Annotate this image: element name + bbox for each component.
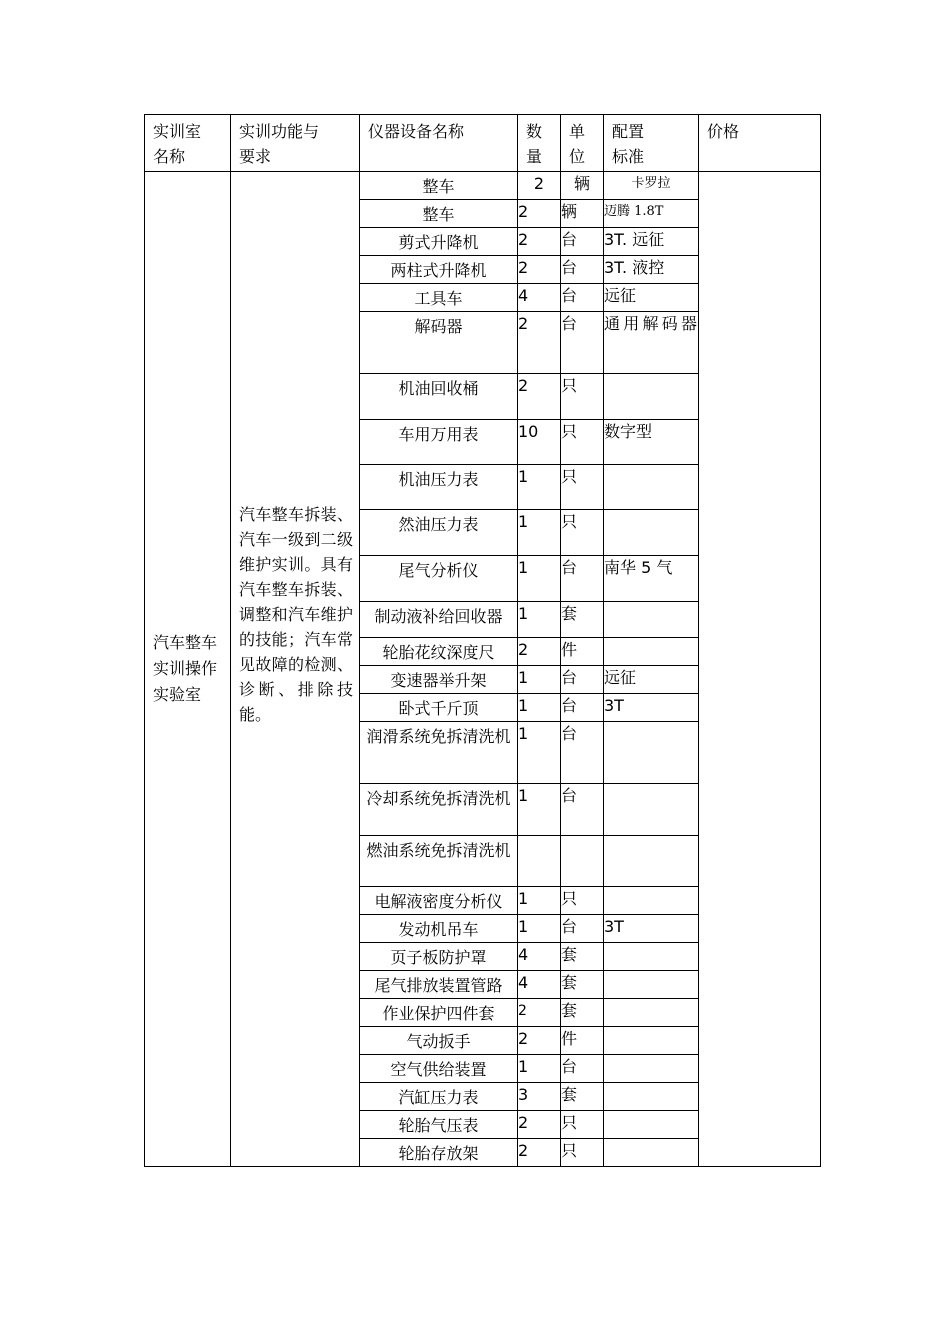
equipment-unit: 只 (561, 1111, 604, 1139)
equipment-quantity: 1 (518, 694, 561, 722)
equipment-unit: 套 (561, 971, 604, 999)
header-function: 实训功能与要求 (231, 115, 360, 172)
equipment-name: 剪式升降机 (360, 228, 518, 256)
equipment-name: 发动机吊车 (360, 915, 518, 943)
equipment-unit: 台 (561, 694, 604, 722)
header-room: 实训室名称 (145, 115, 231, 172)
equipment-config (604, 374, 699, 420)
equipment-name: 燃油系统免拆清洗机 (360, 836, 518, 887)
equipment-quantity: 2 (518, 1111, 561, 1139)
equipment-config (604, 999, 699, 1027)
equipment-unit: 只 (561, 420, 604, 465)
equipment-name: 然油压力表 (360, 510, 518, 556)
equipment-quantity: 2 (518, 228, 561, 256)
equipment-name: 工具车 (360, 284, 518, 312)
equipment-name: 页子板防护罩 (360, 943, 518, 971)
equipment-config (604, 836, 699, 887)
equipment-quantity: 2 (518, 638, 561, 666)
equipment-quantity: 1 (518, 556, 561, 602)
equipment-config: 远征 (604, 666, 699, 694)
equipment-unit: 套 (561, 999, 604, 1027)
equipment-quantity: 1 (518, 666, 561, 694)
equipment-config (604, 602, 699, 638)
equipment-name: 机油回收桶 (360, 374, 518, 420)
equipment-quantity: 4 (518, 943, 561, 971)
equipment-name: 汽缸压力表 (360, 1083, 518, 1111)
equipment-config: 3T. 液控 (604, 256, 699, 284)
equipment-unit: 台 (561, 312, 604, 374)
equipment-unit: 台 (561, 556, 604, 602)
equipment-quantity: 1 (518, 784, 561, 836)
header-config: 配置标准 (604, 115, 699, 172)
equipment-config: 3T (604, 915, 699, 943)
equipment-name: 空气供给装置 (360, 1055, 518, 1083)
equipment-name: 整车 (360, 200, 518, 228)
equipment-quantity: 4 (518, 971, 561, 999)
equipment-name: 整车 (360, 172, 518, 200)
equipment-quantity: 10 (518, 420, 561, 465)
equipment-quantity: 1 (518, 602, 561, 638)
table-header-row (145, 115, 821, 172)
equipment-name: 作业保护四件套 (360, 999, 518, 1027)
equipment-quantity (518, 836, 561, 887)
header-quantity: 数量 (518, 115, 561, 172)
equipment-config: 通用解码器 (604, 312, 699, 374)
equipment-name: 卧式千斤顶 (360, 694, 518, 722)
equipment-quantity: 1 (518, 722, 561, 784)
equipment-unit: 台 (561, 666, 604, 694)
table-row (145, 172, 821, 200)
equipment-unit: 只 (561, 510, 604, 556)
equipment-quantity: 2 (518, 312, 561, 374)
equipment-unit: 只 (561, 1139, 604, 1167)
equipment-quantity: 2 (518, 200, 561, 228)
equipment-quantity: 2 (518, 999, 561, 1027)
equipment-config: 南华 5 气 (604, 556, 699, 602)
room-name: 汽车整车实训操作实验室 (153, 633, 218, 704)
equipment-unit: 台 (561, 256, 604, 284)
equipment-name: 轮胎气压表 (360, 1111, 518, 1139)
equipment-unit: 台 (561, 784, 604, 836)
equipment-config: 数字型 (604, 420, 699, 465)
header-unit: 单位 (561, 115, 604, 172)
header-price: 价格 (699, 115, 821, 172)
equipment-config (604, 1027, 699, 1055)
equipment-config (604, 1055, 699, 1083)
equipment-unit: 只 (561, 374, 604, 420)
price-cell (699, 172, 821, 1167)
equipment-unit: 台 (561, 1055, 604, 1083)
equipment-quantity: 2 (518, 172, 561, 200)
equipment-quantity: 3 (518, 1083, 561, 1111)
equipment-config: 卡罗拉 (604, 172, 699, 200)
equipment-config (604, 722, 699, 784)
equipment-config (604, 1139, 699, 1167)
equipment-unit: 台 (561, 722, 604, 784)
equipment-unit: 辆 (561, 172, 604, 200)
equipment-name: 气动扳手 (360, 1027, 518, 1055)
equipment-unit: 件 (561, 638, 604, 666)
equipment-quantity: 2 (518, 1139, 561, 1167)
equipment-table (144, 114, 821, 1167)
equipment-config: 3T (604, 694, 699, 722)
equipment-name: 制动液补给回收器 (360, 602, 518, 638)
equipment-name: 两柱式升降机 (360, 256, 518, 284)
equipment-name: 轮胎存放架 (360, 1139, 518, 1167)
equipment-name: 解码器 (360, 312, 518, 374)
equipment-config: 3T. 远征 (604, 228, 699, 256)
equipment-unit: 辆 (561, 200, 604, 228)
equipment-quantity: 1 (518, 887, 561, 915)
equipment-unit: 套 (561, 943, 604, 971)
equipment-config (604, 510, 699, 556)
equipment-config (604, 887, 699, 915)
equipment-name: 电解液密度分析仪 (360, 887, 518, 915)
equipment-unit: 件 (561, 1027, 604, 1055)
equipment-unit: 套 (561, 1083, 604, 1111)
equipment-quantity: 1 (518, 510, 561, 556)
equipment-quantity: 1 (518, 915, 561, 943)
equipment-name: 润滑系统免拆清洗机 (360, 722, 518, 784)
equipment-unit: 台 (561, 284, 604, 312)
equipment-config (604, 784, 699, 836)
equipment-unit: 台 (561, 915, 604, 943)
equipment-config (604, 1083, 699, 1111)
equipment-quantity: 2 (518, 1027, 561, 1055)
equipment-unit: 只 (561, 465, 604, 510)
equipment-quantity: 2 (518, 256, 561, 284)
equipment-config: 迈腾 1.8T (604, 200, 699, 228)
room-name-cell (145, 172, 231, 1167)
header-equipment: 仪器设备名称 (360, 115, 518, 172)
equipment-name: 机油压力表 (360, 465, 518, 510)
equipment-unit: 台 (561, 228, 604, 256)
function-text: 汽车整车拆装、汽车一级到二级维护实训。具有汽车整车拆装、调整和汽车维护的技能；汽车常见故障的检测、诊断、排除技能。 (239, 504, 353, 724)
equipment-config (604, 1111, 699, 1139)
equipment-config (604, 638, 699, 666)
equipment-unit (561, 836, 604, 887)
equipment-quantity: 4 (518, 284, 561, 312)
equipment-name: 车用万用表 (360, 420, 518, 465)
equipment-config (604, 943, 699, 971)
equipment-config: 远征 (604, 284, 699, 312)
equipment-quantity: 2 (518, 374, 561, 420)
equipment-quantity: 1 (518, 1055, 561, 1083)
equipment-name: 变速器举升架 (360, 666, 518, 694)
function-cell (231, 172, 360, 1167)
equipment-config (604, 465, 699, 510)
equipment-name: 冷却系统免拆清洗机 (360, 784, 518, 836)
equipment-quantity: 1 (518, 465, 561, 510)
equipment-name: 轮胎花纹深度尺 (360, 638, 518, 666)
equipment-name: 尾气排放装置管路 (360, 971, 518, 999)
equipment-name: 尾气分析仪 (360, 556, 518, 602)
equipment-unit: 套 (561, 602, 604, 638)
equipment-config (604, 971, 699, 999)
equipment-unit: 只 (561, 887, 604, 915)
